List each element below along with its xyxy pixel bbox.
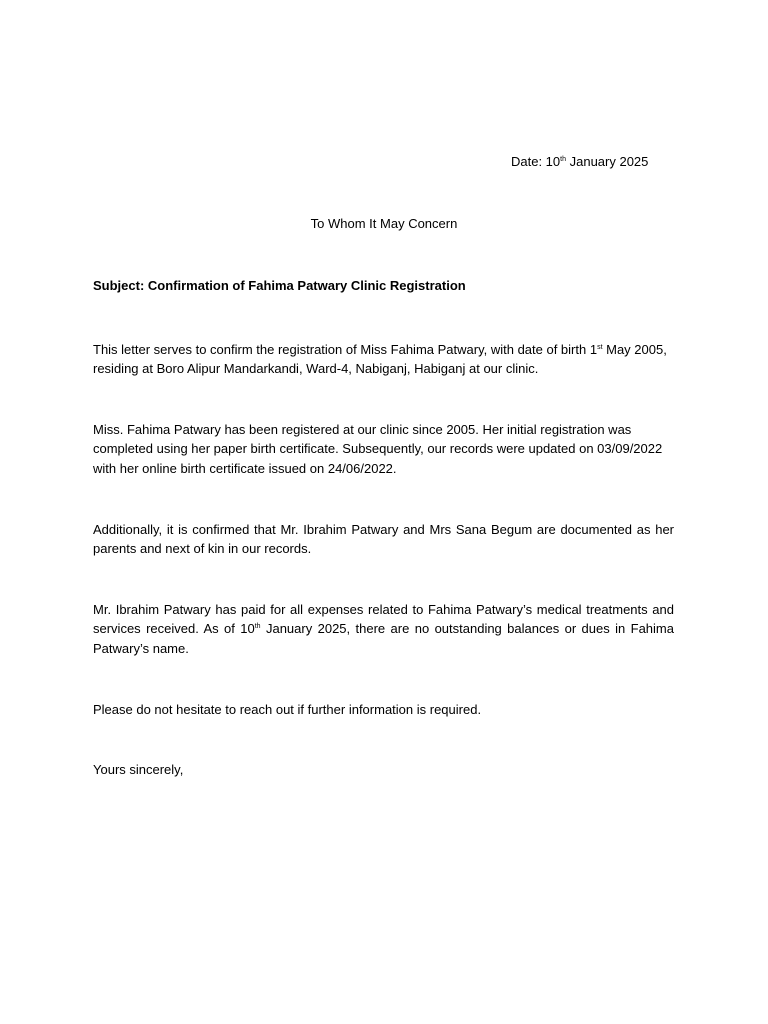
date-line — [511, 154, 648, 169]
date-month-year: January 2025 — [566, 154, 649, 169]
paragraph-registration-history — [93, 420, 675, 478]
para4-ordinal: th — [254, 623, 261, 631]
para1-line2: residing at Boro Alipur Mandarkandi, Ward-4, Nabiganj, Habiganj at our clinic. — [93, 361, 539, 377]
para2-line1: Miss. Fahima Patwary has been registered at our clinic since 2005. Her initial registration was — [93, 422, 632, 437]
para4-text-a: Mr. Ibrahim Patwary has paid for all expenses related to Fahima Patwary’s medical treatments and services received. As of 10 — [93, 602, 674, 637]
para4-text-b: January 2025, there are no outstanding balances or dues in Fahima Patwary’s name. — [93, 621, 674, 656]
paragraph-payments — [93, 600, 674, 658]
para2-line2: completed using her paper birth certificate. Subsequently, our records were updated on 03/09/2022 — [93, 441, 663, 457]
paragraph-parents: Additionally, it is confirmed that Mr. Ibrahim Patwary and Mrs Sana Begum are documented as her parents and next of kin in our records. — [93, 522, 674, 557]
closing: Yours sincerely, — [93, 762, 184, 777]
paragraph-contact: Please do not hesitate to reach out if further information is required. — [93, 702, 482, 717]
date-ordinal: th — [560, 156, 566, 163]
subject-line: Subject: Confirmation of Fahima Patwary Clinic Registration — [93, 278, 466, 293]
date-label: Date: 10 — [511, 154, 561, 169]
paragraph-registration — [93, 340, 675, 379]
para1-line1-b: May 2005, — [602, 342, 667, 357]
para1-ordinal: st — [597, 344, 603, 351]
salutation: To Whom It May Concern — [310, 216, 458, 231]
para2-line3: with her online birth certificate issued on 24/06/2022. — [93, 460, 397, 476]
para1-line1-a: This letter serves to confirm the registration of Miss Fahima Patwary, with date of birth 1 — [93, 342, 598, 357]
